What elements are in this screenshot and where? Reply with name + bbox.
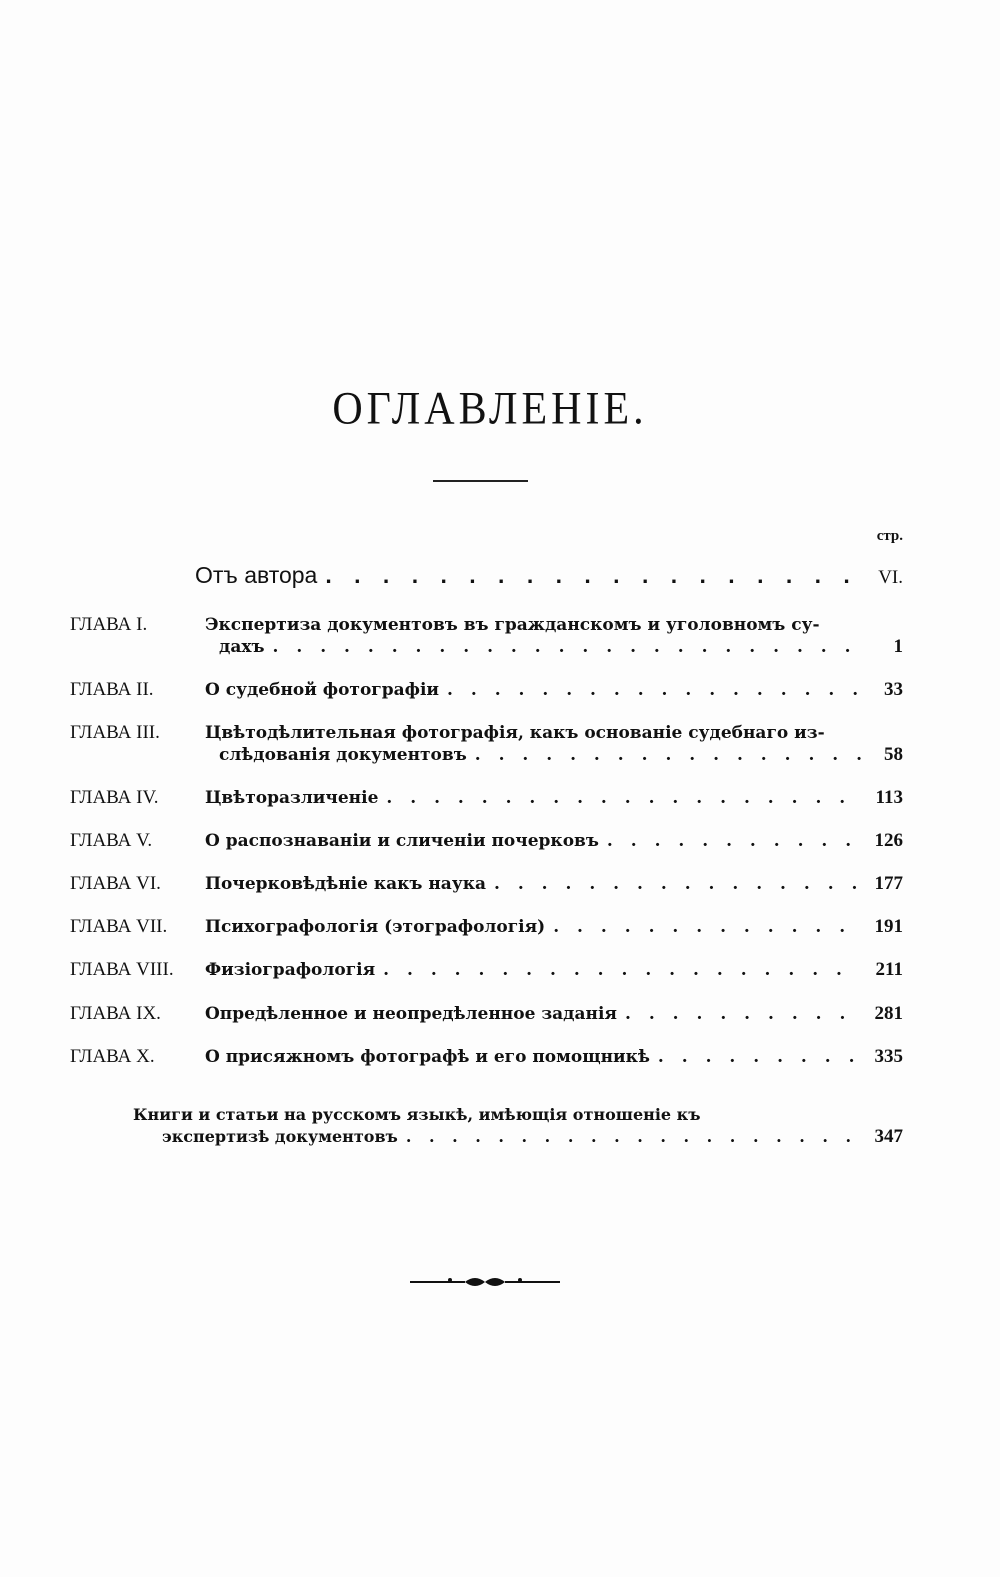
entry-page: 177 — [874, 873, 903, 894]
chapter-label: ГЛАВА I. — [70, 614, 148, 635]
entry-page: 335 — [874, 1046, 903, 1067]
entry-title: Цвѣтодѣлительная фотографія, какъ основаніе судебнаго из- — [205, 723, 825, 743]
entry-title: Психографологія (этографологія) — [205, 917, 546, 937]
entry-page: 113 — [875, 787, 903, 808]
entry-page: 211 — [875, 959, 903, 980]
entry-title-cont: слѣдованія документовъ — [219, 745, 467, 765]
title-rule — [433, 480, 528, 482]
entry-title: Физіографологія — [205, 960, 376, 980]
dot-leader — [553, 916, 861, 938]
entry-title-cont: дахъ — [219, 637, 265, 657]
dot-leader — [325, 562, 861, 589]
entry-page: VI. — [878, 567, 903, 588]
chapter-label: ГЛАВА VIII. — [70, 959, 174, 980]
chapter-label: ГЛАВА II. — [70, 679, 154, 700]
entry-page: 281 — [874, 1003, 903, 1024]
entry-title: О присяжномъ фотографѣ и его помощникѣ — [205, 1047, 650, 1067]
toc-entry-bibliography[interactable] — [133, 1104, 903, 1148]
dot-leader — [386, 787, 861, 809]
entry-title: Экспертиза документовъ въ гражданскомъ и уголовномъ су- — [205, 615, 820, 635]
entry-page: 58 — [884, 744, 903, 765]
dot-leader — [658, 1046, 861, 1068]
dot-leader — [494, 873, 861, 895]
entry-title: О судебной фотографіи — [205, 680, 440, 700]
entry-title: Отъ автора — [195, 562, 318, 588]
chapter-label: ГЛАВА IV. — [70, 787, 159, 808]
dot-leader — [475, 744, 861, 766]
dot-leader — [625, 1003, 861, 1025]
dot-leader — [383, 959, 861, 981]
entry-title-cont: экспертизѣ документовъ — [162, 1127, 398, 1146]
entry-title: Цвѣторазличеніе — [205, 788, 379, 808]
dot-leader — [447, 679, 861, 701]
ornament-divider-icon — [410, 1272, 560, 1292]
chapter-label: ГЛАВА III. — [70, 722, 160, 743]
entry-page: 191 — [874, 916, 903, 937]
dot-leader — [607, 830, 861, 852]
entry-page: 126 — [874, 830, 903, 851]
entry-page: 1 — [893, 636, 903, 657]
chapter-label: ГЛАВА VI. — [70, 873, 161, 894]
entry-title: Книги и статьи на русскомъ языкѣ, имѣющія отношеніе къ — [133, 1105, 701, 1124]
chapter-label: ГЛАВА X. — [70, 1046, 155, 1067]
chapter-label: ГЛАВА IX. — [70, 1003, 161, 1024]
page-column-label: стр. — [876, 528, 903, 544]
entry-page: 33 — [884, 679, 903, 700]
entry-title: Почерковѣдѣніе какъ наука — [205, 874, 486, 894]
chapter-label: ГЛАВА V. — [70, 830, 153, 851]
dot-leader — [273, 636, 861, 658]
page-title: ОГЛАВЛЕНІЕ. — [332, 383, 648, 435]
entry-page: 347 — [874, 1126, 903, 1147]
toc-entry-preface[interactable] — [195, 562, 903, 589]
entry-title: Опредѣленное и неопредѣленное заданія — [205, 1004, 617, 1024]
chapter-label: ГЛАВА VII. — [70, 916, 168, 937]
dot-leader — [406, 1126, 861, 1148]
entry-title: О распознаваніи и сличеніи почерковъ — [205, 831, 599, 851]
